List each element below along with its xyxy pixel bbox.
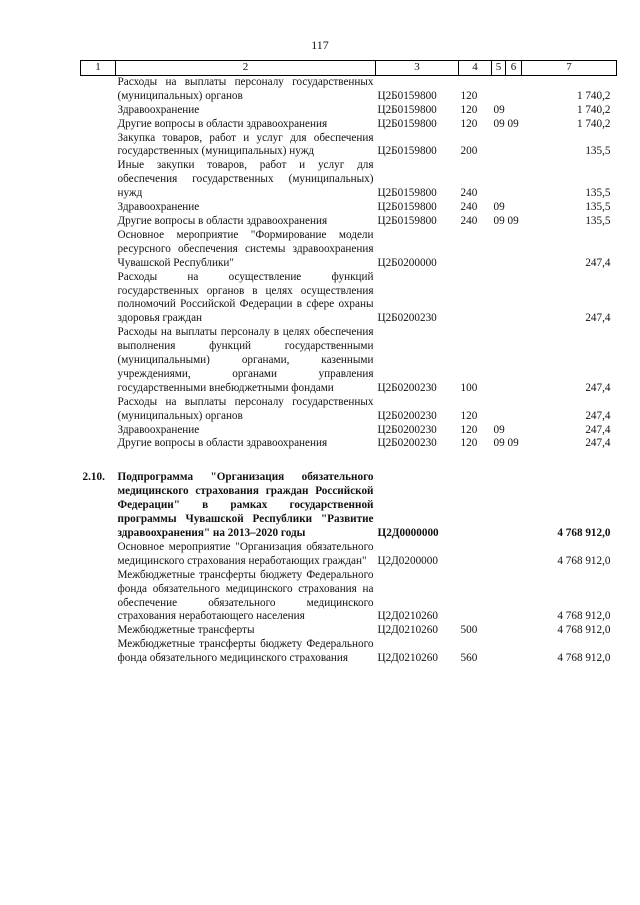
row-amount: 1 740,2: [576, 103, 611, 116]
row-number: [81, 118, 116, 132]
section-subsection-code: 09: [493, 423, 505, 436]
row-description: Иные закупки товаров, работ и услуг для обеспечения государственных (муниципальных) нужд: [117, 159, 374, 200]
expense-type-code: [459, 271, 492, 327]
expense-type-code: 100: [460, 381, 478, 394]
table-row: [81, 451, 617, 471]
target-article-code: Ц2Б0159800: [377, 103, 437, 116]
section-subsection-code: [492, 624, 522, 638]
target-article-code: Ц2Б0200000: [377, 256, 437, 269]
table-row: [81, 215, 617, 229]
expense-type-code: 240: [460, 187, 478, 200]
row-amount: 135,5: [585, 214, 611, 227]
row-amount: 4 768 912,0: [557, 554, 611, 567]
row-amount: 4 768 912,0: [557, 624, 611, 637]
row-number: [81, 229, 116, 271]
target-article-code: Ц2Б0200230: [377, 437, 437, 450]
expense-type-code: [459, 569, 492, 625]
expense-type-code: 240: [460, 201, 478, 214]
row-amount: 247,4: [585, 409, 611, 422]
target-article-code: Ц2Д0210260: [377, 610, 438, 623]
section-subsection-code: 09 09: [493, 437, 519, 450]
row-number: [81, 159, 116, 201]
column-header-6: 6: [506, 61, 522, 76]
row-number: [81, 541, 116, 569]
row-description: Расходы на выплаты персоналу в целях обеспечения выполнения функций государственными (муниципальными) органами, казенными учреждениями, органами управления государственными внебюджетными фондами: [117, 326, 374, 394]
table-row: [81, 201, 617, 215]
table-row: [81, 159, 617, 201]
column-header-2: 2: [116, 61, 376, 76]
column-header-7: 7: [522, 61, 617, 76]
expense-type-code: 120: [460, 103, 478, 116]
section-subsection-code: [492, 229, 522, 271]
section-subsection-code: [492, 132, 522, 160]
header-row: [81, 61, 617, 76]
row-description: Подпрограмма "Организация обязательного медицинского страхования граждан Российской Федерации" в рамках государственной программы Чувашской Республики "Развитие здравоохранения" на 2013–2020 годы: [117, 471, 374, 539]
row-amount: 4 768 912,0: [557, 610, 611, 623]
section-subsection-code: [492, 75, 522, 103]
expense-type-code: 500: [460, 624, 478, 637]
budget-table: [80, 60, 617, 666]
table-row: [81, 624, 617, 638]
row-number: [81, 104, 116, 118]
row-description: Здравоохранение: [117, 103, 200, 116]
target-article-code: Ц2Д0210260: [377, 652, 438, 665]
row-number: [81, 569, 116, 625]
row-number: [81, 271, 116, 327]
table-row: [81, 229, 617, 271]
row-number: 2.10.: [82, 471, 105, 484]
table-row: [81, 471, 617, 541]
target-article-code: Ц2Б0200230: [377, 409, 437, 422]
expense-type-code: 200: [460, 145, 478, 158]
target-article-code: Ц2Д0210260: [377, 624, 438, 637]
table-row: [81, 271, 617, 327]
section-subsection-code: [492, 326, 522, 396]
column-header-5: 5: [492, 61, 506, 76]
expense-type-code: 240: [460, 214, 478, 227]
section-subsection-code: [492, 271, 522, 327]
target-article-code: Ц2Б0200230: [377, 312, 437, 325]
section-subsection-code: 09: [493, 201, 505, 214]
target-article-code: Ц2Б0159800: [377, 89, 437, 102]
section-subsection-code: [492, 471, 522, 541]
table-body: [81, 75, 617, 666]
row-number: [81, 424, 116, 438]
row-amount: 1 740,2: [576, 89, 611, 102]
target-article-code: Ц2Б0200230: [377, 381, 437, 394]
target-article-code: Ц2Б0159800: [377, 214, 437, 227]
expense-type-code: 120: [460, 437, 478, 450]
row-number: [81, 201, 116, 215]
row-description: Межбюджетные трансферты: [117, 624, 255, 637]
section-subsection-code: [492, 638, 522, 666]
row-description: Закупка товаров, работ и услуг для обеспечения государственных (муниципальных) нужд: [117, 131, 374, 158]
table-row: [81, 541, 617, 569]
table-row: [81, 569, 617, 625]
expense-type-code: 560: [460, 652, 478, 665]
expense-type-code: [459, 471, 492, 541]
column-header-1: 1: [81, 61, 116, 76]
section-subsection-code: [492, 569, 522, 625]
row-number: [81, 75, 116, 103]
expense-type-code: 120: [460, 409, 478, 422]
table-row: [81, 396, 617, 424]
column-header-4: 4: [459, 61, 492, 76]
row-description: Межбюджетные трансферты бюджету Федерального фонда обязательного медицинского страхования на обеспечение обязательного медицинского страхования неработающего населения: [117, 568, 374, 623]
table-row: [81, 638, 617, 666]
expense-type-code: [459, 229, 492, 271]
row-number: [81, 638, 116, 666]
row-number: [81, 215, 116, 229]
row-description: Основное мероприятие "Организация обязательного медицинского страхования неработающих граждан": [117, 540, 374, 567]
target-article-code: Ц2Б0200230: [377, 423, 437, 436]
row-description: Расходы на осуществление функций государственных органов в целях осуществления полномочий Российской Федерации в сфере охраны здоровья граждан: [117, 270, 374, 325]
row-description: Другие вопросы в области здравоохранения: [117, 117, 328, 130]
target-article-code: Ц2Б0159800: [377, 187, 437, 200]
section-subsection-code: [492, 541, 522, 569]
row-amount: 135,5: [585, 201, 611, 214]
page-number: 117: [311, 38, 329, 52]
row-amount: 247,4: [585, 256, 611, 269]
table-row: [81, 326, 617, 396]
section-subsection-code: [492, 396, 522, 424]
target-article-code: Ц2Д0200000: [377, 554, 438, 567]
row-amount: 1 740,2: [576, 117, 611, 130]
row-description: Здравоохранение: [117, 201, 200, 214]
target-article-code: Ц2Б0159800: [377, 201, 437, 214]
table-header: [81, 61, 617, 76]
row-description: Основное мероприятие "Формирование модели ресурсного обеспечения системы здравоохранения Чувашской Республики": [117, 228, 374, 269]
table-row: [81, 437, 617, 451]
row-number: [81, 624, 116, 638]
row-amount: 135,5: [585, 187, 611, 200]
section-subsection-code: 09 09: [493, 214, 519, 227]
target-article-code: Ц2Д0000000: [377, 527, 439, 539]
table-row: [81, 424, 617, 438]
target-article-code: Ц2Б0159800: [377, 145, 437, 158]
row-description: Здравоохранение: [117, 423, 200, 436]
section-subsection-code: 09: [493, 103, 505, 116]
row-description: Другие вопросы в области здравоохранения: [117, 437, 328, 450]
row-amount: 247,4: [585, 312, 611, 325]
expense-type-code: 120: [460, 423, 478, 436]
row-amount: 247,4: [585, 381, 611, 394]
row-description: Расходы на выплаты персоналу государственных (муниципальных) органов: [117, 395, 374, 422]
row-amount: 4 768 912,0: [557, 652, 611, 665]
table-row: [81, 104, 617, 118]
table-row: [81, 75, 617, 103]
row-description: Другие вопросы в области здравоохранения: [117, 214, 328, 227]
row-number: [81, 437, 116, 451]
row-amount: 247,4: [585, 437, 611, 450]
row-number: [81, 326, 116, 396]
expense-type-code: 120: [460, 89, 478, 102]
target-article-code: Ц2Б0159800: [377, 117, 437, 130]
table-row: [81, 132, 617, 160]
row-description: Расходы на выплаты персоналу государственных (муниципальных) органов: [117, 75, 374, 102]
expense-type-code: [459, 541, 492, 569]
section-subsection-code: 09 09: [493, 117, 519, 130]
row-description: Межбюджетные трансферты бюджету Федерального фонда обязательного медицинского страхования: [117, 638, 374, 665]
table-row: [81, 118, 617, 132]
section-subsection-code: [492, 159, 522, 201]
row-spacer: [81, 451, 617, 471]
row-number: [81, 132, 116, 160]
expense-type-code: 120: [460, 117, 478, 130]
row-amount: 135,5: [585, 145, 611, 158]
row-amount: 4 768 912,0: [557, 527, 611, 539]
row-number: [81, 396, 116, 424]
row-amount: 247,4: [585, 423, 611, 436]
column-header-3: 3: [376, 61, 459, 76]
